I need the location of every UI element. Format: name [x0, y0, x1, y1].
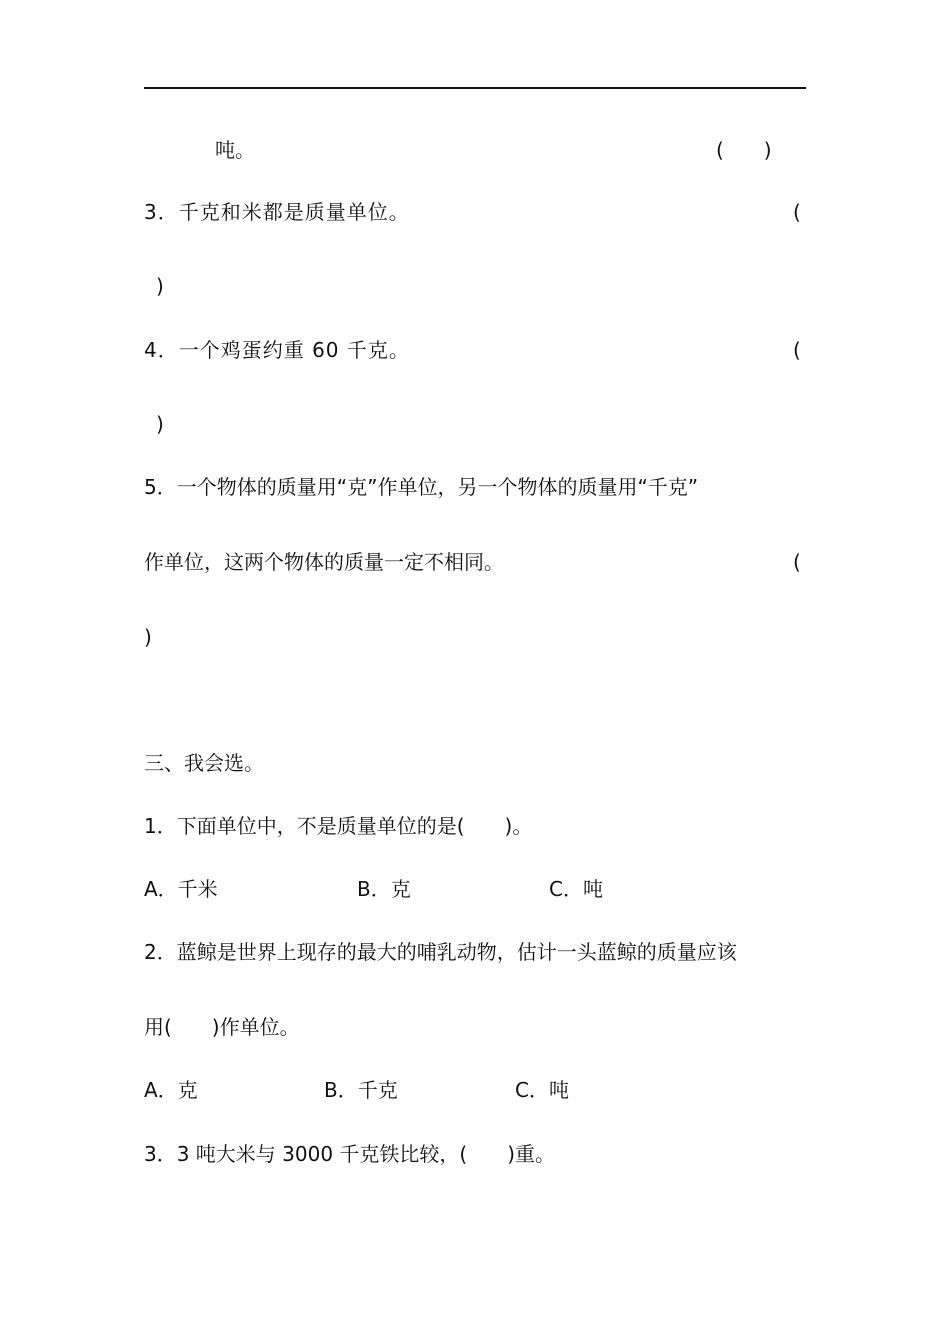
question-4: 4．一个鸡蛋约重 60 千克。: [144, 338, 410, 362]
question-5-line-1: 5．一个物体的质量用“克”作单位，另一个物体的质量用“千克”: [144, 475, 699, 499]
answer-paren-close[interactable]: ): [144, 625, 152, 649]
choice-question-1: 1．下面单位中，不是质量单位的是( )。: [144, 814, 533, 838]
choice-question-2-line-2: 用( )作单位。: [144, 1015, 300, 1039]
option-c[interactable]: C．吨: [549, 877, 603, 901]
option-b[interactable]: B．千克: [324, 1078, 398, 1102]
answer-paren-close[interactable]: ): [156, 274, 164, 298]
option-c[interactable]: C．吨: [515, 1078, 569, 1102]
answer-parentheses[interactable]: ( ): [716, 138, 772, 162]
header-rule: [144, 87, 806, 89]
option-a[interactable]: A．千米: [144, 877, 218, 901]
choice-question-2-line-1: 2．蓝鲸是世界上现存的最大的哺乳动物，估计一头蓝鲸的质量应该: [144, 940, 737, 964]
answer-paren-close[interactable]: ): [156, 412, 164, 436]
option-b[interactable]: B．克: [357, 877, 411, 901]
answer-paren-open[interactable]: (: [793, 338, 801, 362]
option-a[interactable]: A．克: [144, 1078, 198, 1102]
question-2-continuation: 吨。: [215, 138, 255, 162]
answer-paren-open[interactable]: (: [793, 200, 801, 224]
answer-paren-open[interactable]: (: [793, 550, 801, 574]
choice-question-3: 3．3 吨大米与 3000 千克铁比较，( )重。: [144, 1142, 556, 1166]
question-5-line-2: 作单位，这两个物体的质量一定不相同。: [144, 550, 504, 574]
section-heading: 三、我会选。: [144, 751, 264, 775]
question-3: 3．千克和米都是质量单位。: [144, 200, 410, 224]
